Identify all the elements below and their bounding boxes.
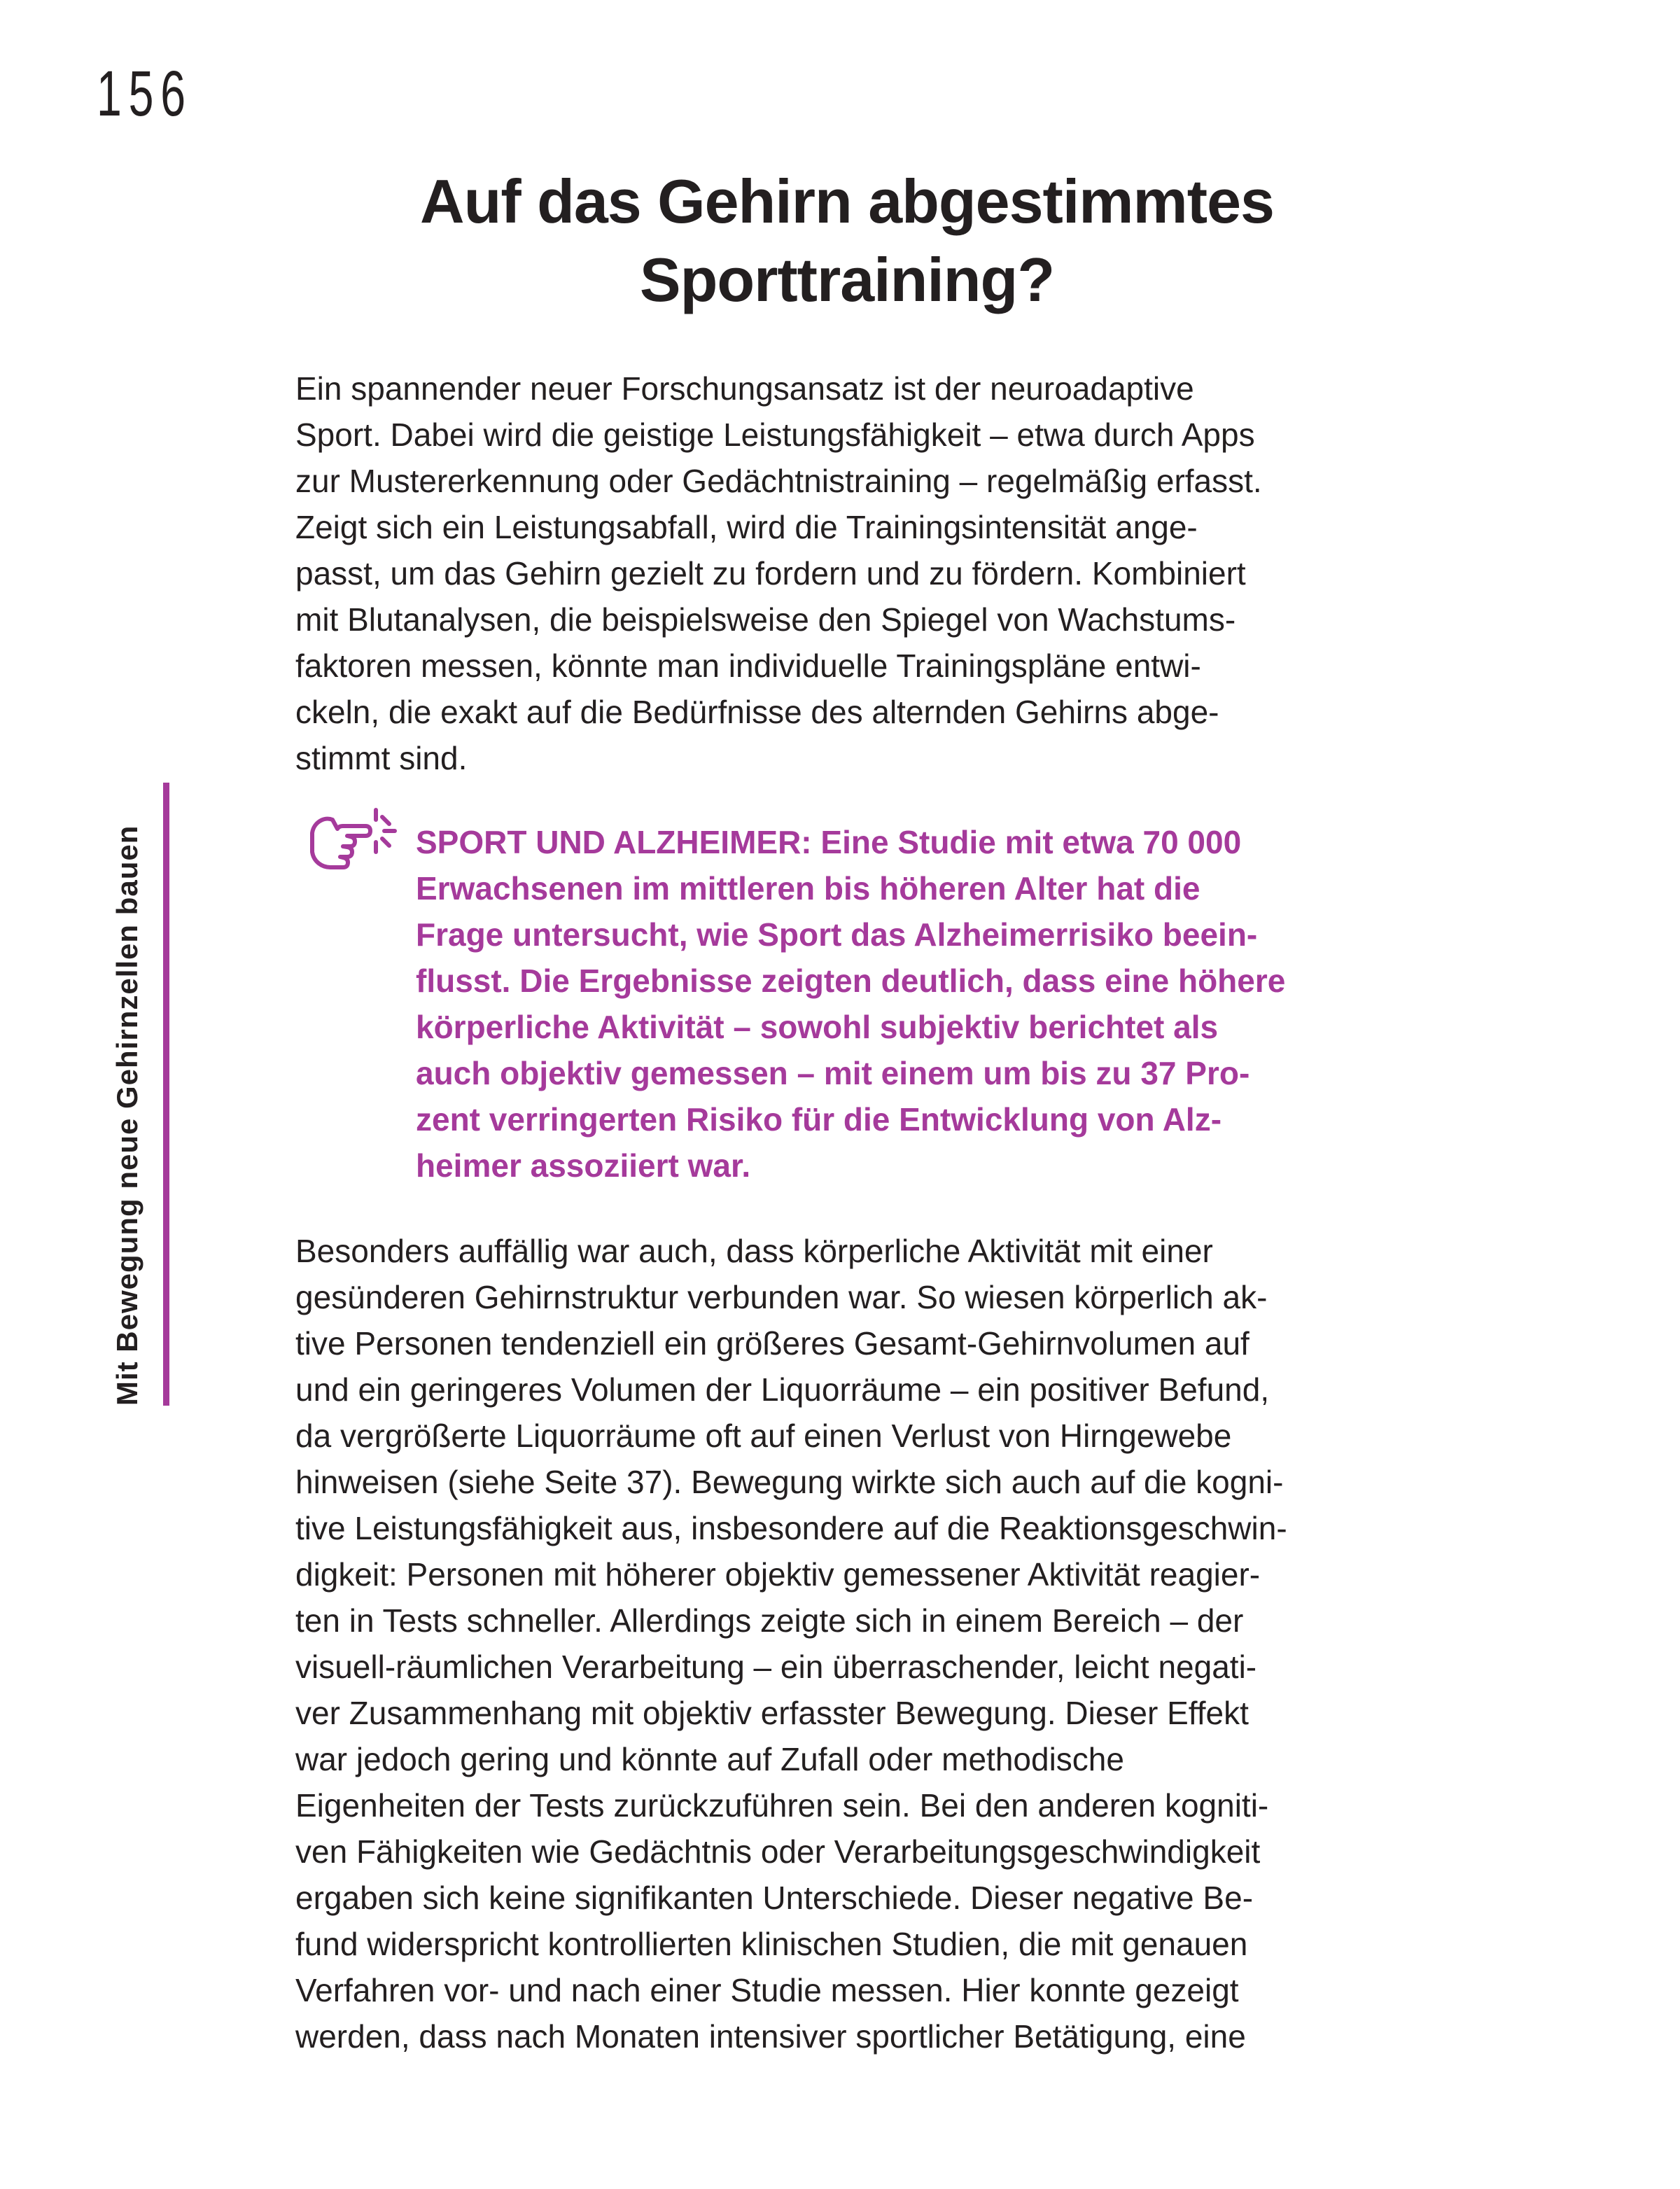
body-paragraph-line: visuell-räumlichen Verarbeitung – ein überraschender, leicht negati- <box>295 1649 1257 1685</box>
sidebar-accent-rule <box>163 783 169 1406</box>
intro-paragraph-line: Sport. Dabei wird die geistige Leistungsfähigkeit – etwa durch Apps <box>295 417 1255 453</box>
body-paragraph-line: tive Leistungsfähigkeit aus, insbesondere auf die Reaktionsgeschwin- <box>295 1510 1287 1546</box>
body-paragraph-line: Verfahren vor- und nach einer Studie messen. Hier konnte gezeigt <box>295 1972 1239 2008</box>
callout-line: heimer assoziiert war. <box>416 1147 751 1184</box>
callout-sport-und-alzheimer <box>416 819 1285 1189</box>
intro-paragraph-line: Zeigt sich ein Leistungsabfall, wird die Trainingsintensität ange- <box>295 509 1198 545</box>
page-title <box>294 162 1400 319</box>
chapter-sidebar-label: Mit Bewegung neue Gehirnzellen bauen <box>111 825 144 1406</box>
intro-paragraph-line: mit Blutanalysen, die beispielsweise den Spiegel von Wachstums- <box>295 601 1236 638</box>
body-paragraph-line: ergaben sich keine signifikanten Unterschiede. Dieser negative Be- <box>295 1880 1254 1916</box>
callout-line: zent verringerten Risiko für die Entwicklung von Alz- <box>416 1101 1222 1138</box>
callout-line: SPORT UND ALZHEIMER: Eine Studie mit etwa 70 000 <box>416 824 1242 860</box>
body-paragraph-line: da vergrößerte Liquorräume oft auf einen Verlust von Hirngewebe <box>295 1418 1232 1454</box>
body-paragraph-line: und ein geringeres Volumen der Liquorräume – ein positiver Befund, <box>295 1371 1270 1408</box>
callout-line: auch objektiv gemessen – mit einem um bis zu 37 Pro- <box>416 1055 1250 1091</box>
pointing-hand-burst-icon <box>305 806 398 888</box>
body-paragraph-line: digkeit: Personen mit höherer objektiv gemessener Aktivität reagier- <box>295 1556 1261 1593</box>
page-title-line-1: Auf das Gehirn abgestimmtes <box>420 167 1274 236</box>
body-paragraph-line: Besonders auffällig war auch, dass körperliche Aktivität mit einer <box>295 1233 1213 1269</box>
body-paragraph-line: werden, dass nach Monaten intensiver sportlicher Betätigung, eine <box>295 2018 1246 2055</box>
body-paragraph-line: gesünderen Gehirnstruktur verbunden war. So wiesen körperlich ak- <box>295 1279 1268 1315</box>
callout-line: Frage untersucht, wie Sport das Alzheimerrisiko beein- <box>416 916 1258 953</box>
body-paragraph-line: hinweisen (siehe Seite 37). Bewegung wirkte sich auch auf die kogni- <box>295 1464 1284 1500</box>
body-paragraph-line: ten in Tests schneller. Allerdings zeigte sich in einem Bereich – der <box>295 1602 1244 1639</box>
body-paragraph-line: tive Personen tendenziell ein größeres Gesamt-Gehirnvolumen auf <box>295 1325 1250 1362</box>
intro-paragraph-line: faktoren messen, könnte man individuelle Trainingspläne entwi- <box>295 648 1201 684</box>
callout-line: Erwachsenen im mittleren bis höheren Alter hat die <box>416 870 1200 907</box>
body-paragraph-line: ver Zusammenhang mit objektiv erfasster Bewegung. Dieser Effekt <box>295 1695 1249 1731</box>
intro-paragraph <box>295 365 1262 781</box>
intro-paragraph-line: ckeln, die exakt auf die Bedürfnisse des alternden Gehirns abge- <box>295 694 1219 730</box>
intro-paragraph-line: Ein spannender neuer Forschungsansatz ist der neuroadaptive <box>295 370 1194 407</box>
body-paragraph <box>295 1228 1287 2059</box>
body-paragraph-line: Eigenheiten der Tests zurückzuführen sein. Bei den anderen kogniti- <box>295 1787 1269 1824</box>
intro-paragraph-line: passt, um das Gehirn gezielt zu fordern und zu fördern. Kombiniert <box>295 555 1246 592</box>
callout-line: flusst. Die Ergebnisse zeigten deutlich, dass eine höhere <box>416 963 1286 999</box>
intro-paragraph-line: stimmt sind. <box>295 740 468 776</box>
intro-paragraph-line: zur Mustererkennung oder Gedächtnistraining – regelmäßig erfasst. <box>295 463 1262 499</box>
page-title-line-2: Sporttraining? <box>639 245 1055 314</box>
page-number: 156 <box>97 58 192 130</box>
body-paragraph-line: fund widerspricht kontrollierten klinischen Studien, die mit genauen <box>295 1926 1248 1962</box>
callout-line: körperliche Aktivität – sowohl subjektiv berichtet als <box>416 1009 1219 1045</box>
body-paragraph-line: ven Fähigkeiten wie Gedächtnis oder Verarbeitungsgeschwindigkeit <box>295 1833 1261 1870</box>
body-paragraph-line: war jedoch gering und könnte auf Zufall oder methodische <box>295 1741 1124 1777</box>
